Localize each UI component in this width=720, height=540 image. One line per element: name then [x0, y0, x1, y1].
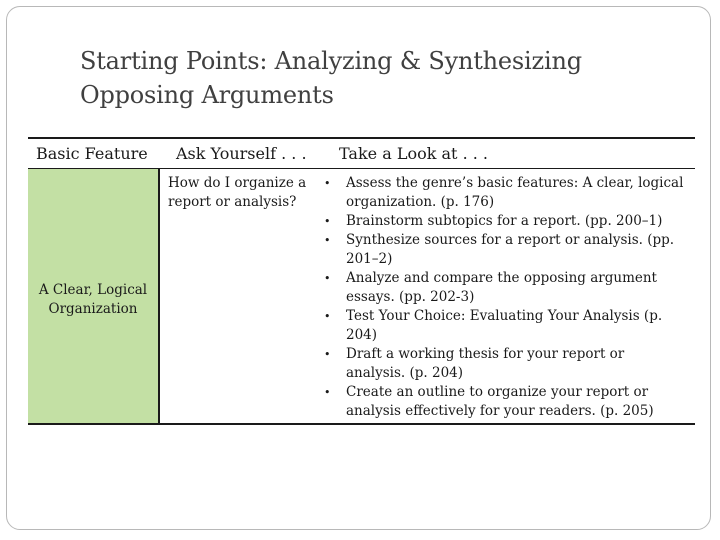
list-item-text: Synthesize sources for a report or analysis. (pp. 201–2): [346, 232, 675, 267]
header-take-a-look: Take a Look at . . .: [339, 144, 488, 163]
bullet-icon: •: [324, 177, 331, 190]
table-row: [28, 169, 695, 423]
list-item: [320, 345, 687, 383]
list-item-text: Assess the genre’s basic features: A clear, logical organization. (p. 176): [346, 175, 684, 210]
feature-line-1: A Clear, Logical: [38, 281, 148, 298]
list-item: [320, 174, 687, 212]
list-item-text: Brainstorm subtopics for a report. (pp. 200–1): [346, 213, 663, 229]
list-item-text: Draft a working thesis for your report or analysis. (p. 204): [346, 346, 625, 381]
bullet-icon: •: [324, 272, 331, 285]
take-a-look-cell: [320, 169, 695, 423]
feature-line-2: Organization: [48, 300, 138, 317]
resource-list: [320, 174, 687, 421]
bullet-icon: •: [324, 310, 331, 323]
title-line-2: Opposing Arguments: [80, 81, 334, 109]
list-item: [320, 269, 687, 307]
list-item: [320, 212, 687, 231]
starting-points-table: [28, 137, 695, 425]
slide-title: [80, 44, 680, 112]
list-item-text: Create an outline to organize your report or analysis effectively for your readers. (p. 205): [346, 384, 654, 419]
list-item-text: Analyze and compare the opposing argument essays. (pp. 202-3): [346, 270, 657, 305]
list-item: [320, 383, 687, 421]
bullet-icon: •: [324, 386, 331, 399]
list-item: [320, 307, 687, 345]
ask-yourself-cell: How do I organize a report or analysis?: [168, 175, 307, 210]
bullet-icon: •: [324, 348, 331, 361]
bullet-icon: •: [324, 234, 331, 247]
bullet-icon: •: [324, 215, 331, 228]
basic-feature-cell: [28, 169, 160, 423]
list-item-text: Test Your Choice: Evaluating Your Analysis (p. 204): [346, 308, 663, 343]
header-ask-yourself: Ask Yourself . . .: [176, 144, 307, 163]
table-header-row: [28, 139, 695, 169]
list-item: [320, 231, 687, 269]
title-line-1: Starting Points: Analyzing & Synthesizing: [80, 47, 582, 75]
header-basic-feature: Basic Feature: [36, 144, 148, 163]
